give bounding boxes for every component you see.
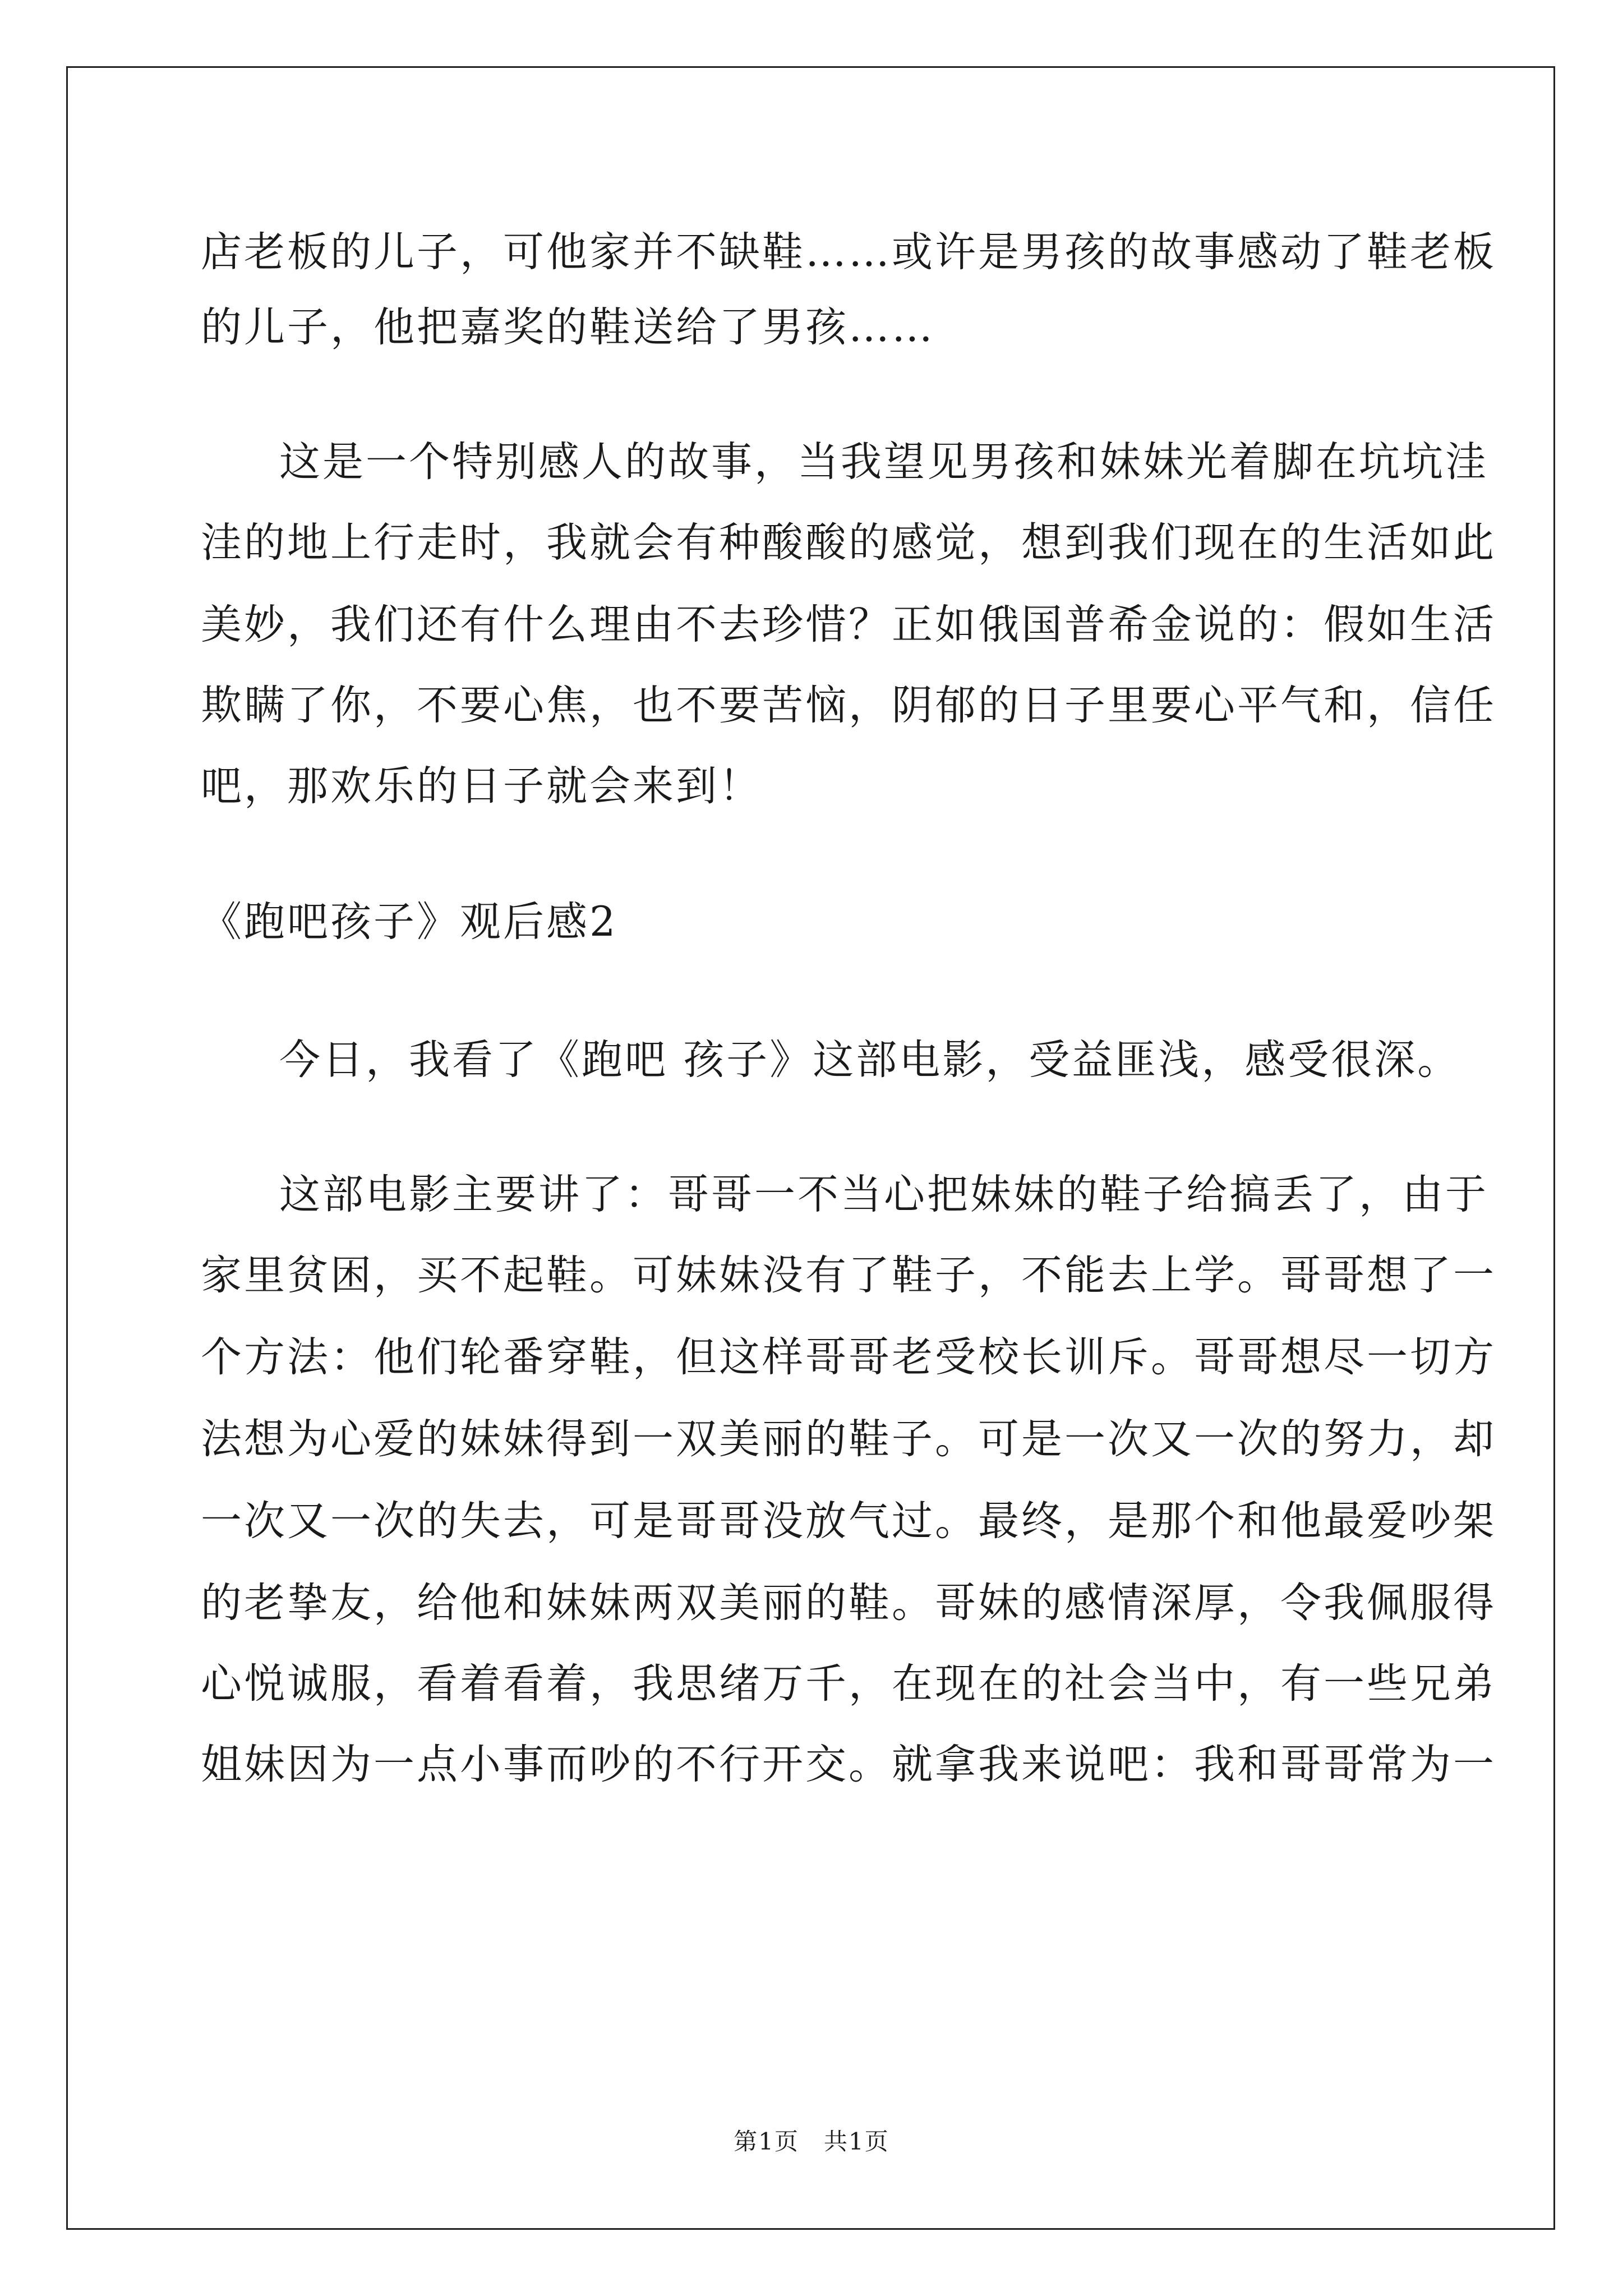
text-line: 的儿子，他把嘉奖的鞋送给了男孩…… (201, 303, 935, 351)
text-line: 个方法：他们轮番穿鞋，但这样哥哥老受校长训斥。哥哥想尽一切方 (201, 1333, 1496, 1381)
text-line: 的老挚友，给他和妹妹两双美丽的鞋。哥妹的感情深厚，令我佩服得 (201, 1579, 1496, 1627)
text-line: 这部电影主要讲了：哥哥一不当心把妹妹的鞋子给搞丢了，由于 (279, 1171, 1488, 1218)
text-line: 美妙，我们还有什么理由不去珍惜？正如俄国普希金说的：假如生活 (201, 601, 1496, 648)
text-line: 家里贫困，买不起鞋。可妹妹没有了鞋子，不能去上学。哥哥想了一 (201, 1251, 1496, 1299)
text-line: 吧，那欢乐的日子就会来到！ (201, 762, 762, 810)
page-footer: 第1页 共1页 (734, 2128, 889, 2155)
text-line: 这是一个特别感人的故事，当我望见男孩和妹妹光着脚在坑坑洼 (279, 438, 1488, 486)
text-line: 姐妹因为一点小事而吵的不行开交。就拿我来说吧：我和哥哥常为一 (201, 1741, 1496, 1788)
text-line: 法想为心爱的妹妹得到一双美丽的鞋子。可是一次又一次的努力，却 (201, 1415, 1496, 1463)
text-line: 欺瞒了你，不要心焦，也不要苦恼，阴郁的日子里要心平气和，信任 (201, 682, 1496, 729)
text-line: 心悦诚服，看着看着，我思绪万千，在现在的社会当中，有一些兄弟 (201, 1660, 1496, 1708)
text-line: 店老板的儿子，可他家并不缺鞋……或许是男孩的故事感动了鞋老板 (201, 228, 1496, 276)
text-line: 洼的地上行走时，我就会有种酸酸的感觉，想到我们现在的生活如此 (201, 519, 1496, 567)
text-line: 今日，我看了《跑吧 孩子》这部电影，受益匪浅，感受很深。 (279, 1036, 1461, 1084)
text-line: 一次又一次的失去，可是哥哥没放气过。最终，是那个和他最爱吵架 (201, 1497, 1496, 1545)
section-heading: 《跑吧孩子》观后感2 (201, 898, 618, 946)
page-border (66, 66, 1555, 2230)
